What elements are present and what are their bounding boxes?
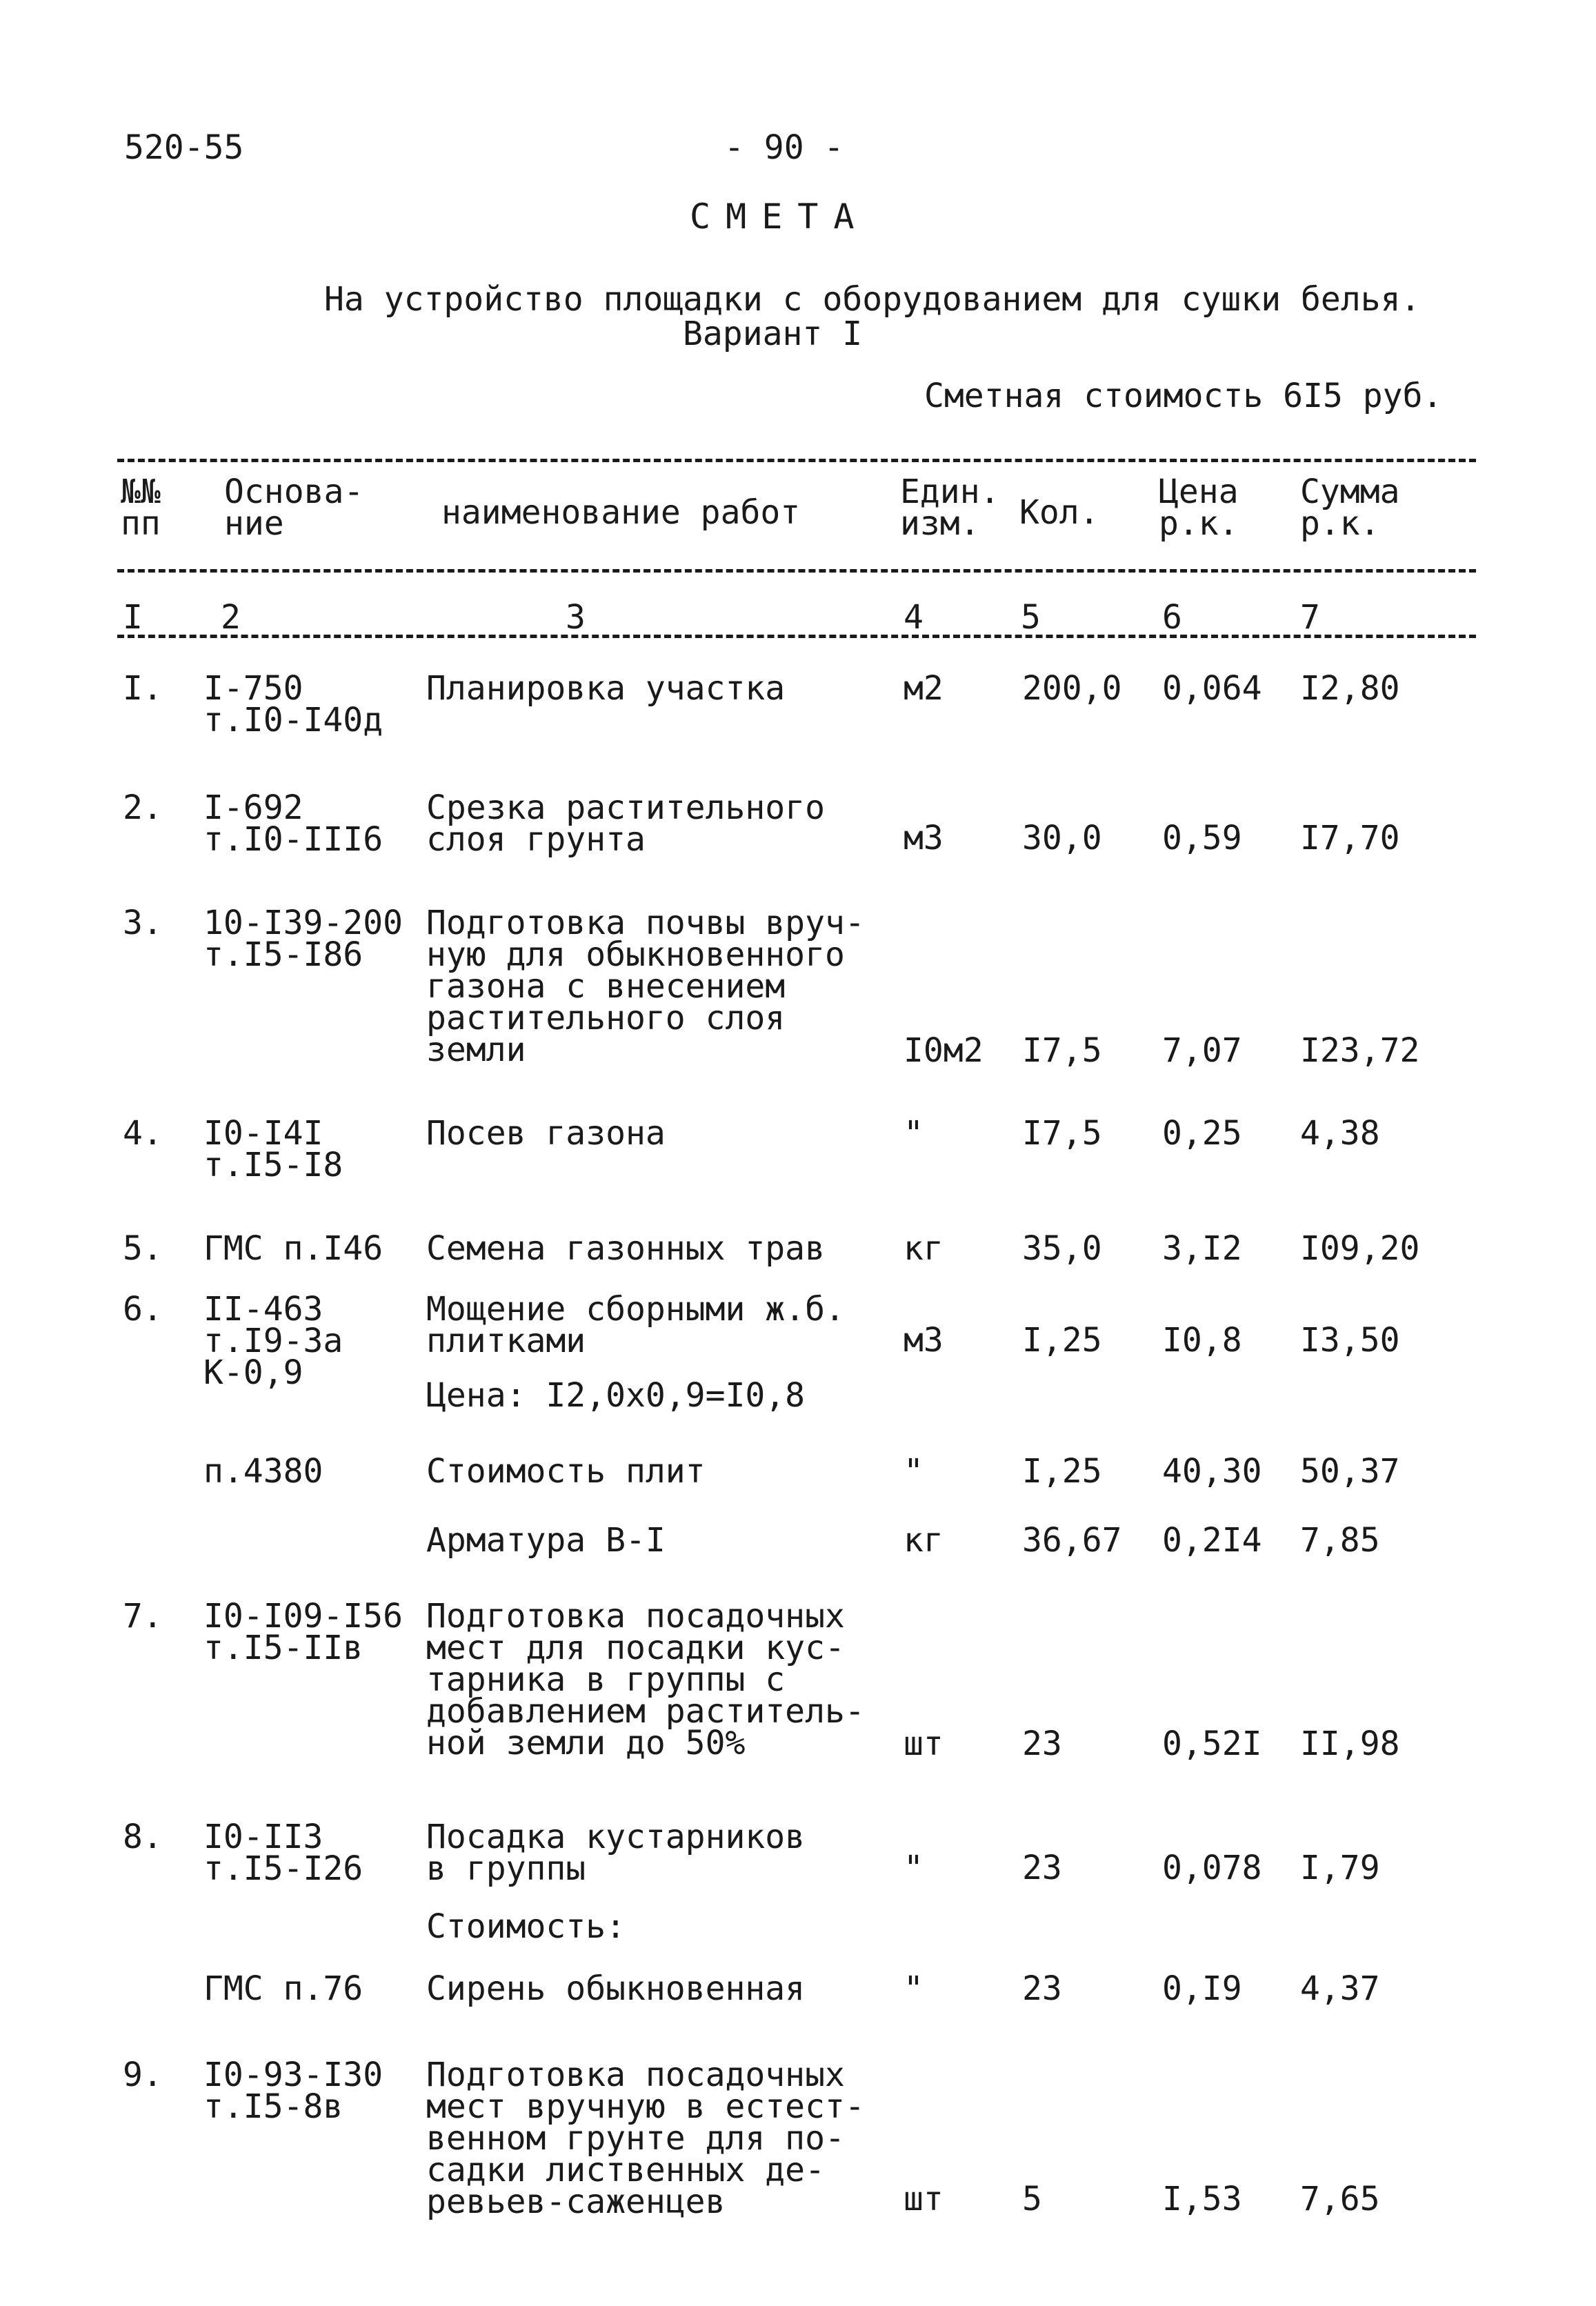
- column-number: 6: [1162, 598, 1182, 637]
- row-num: 4.: [123, 1114, 163, 1153]
- row-price: 0,I9: [1162, 1969, 1242, 2008]
- row-basis: ГМС п.76: [203, 1969, 363, 2008]
- estimated-cost: Сметная стоимость 6I5 руб.: [924, 377, 1443, 415]
- row-basis: ГМС п.I46: [203, 1229, 383, 1268]
- row-basis: I0-I09-I56 т.I5-IIв: [203, 1597, 403, 1667]
- row-num: 9.: [123, 2056, 163, 2094]
- row-unit: шт: [904, 2180, 944, 2218]
- row-unit: м2: [904, 669, 944, 708]
- row-name: Планировка участка: [426, 669, 786, 708]
- row-sum: I09,20: [1300, 1229, 1420, 1268]
- row-price: 0,52I: [1162, 1724, 1262, 1763]
- column-number: 2: [221, 598, 241, 637]
- row-name: Цена: I2,0x0,9=I0,8: [426, 1376, 806, 1415]
- header-basis: Основа- ние: [224, 473, 364, 543]
- row-sum: I,79: [1300, 1849, 1380, 1887]
- row-unit: ": [904, 1114, 924, 1153]
- row-qty: 30,0: [1022, 819, 1102, 857]
- row-qty: I7,5: [1022, 1031, 1102, 1070]
- column-number: I: [123, 598, 143, 637]
- row-num: 3.: [123, 904, 163, 942]
- row-unit: кг: [904, 1229, 944, 1268]
- row-qty: 23: [1022, 1849, 1062, 1887]
- row-qty: I7,5: [1022, 1114, 1102, 1153]
- row-qty: 5: [1022, 2180, 1042, 2218]
- row-name: Посев газона: [426, 1114, 666, 1153]
- row-unit: ": [904, 1849, 924, 1887]
- row-unit: ": [904, 1969, 924, 2008]
- header-qty: Кол.: [1019, 493, 1099, 532]
- row-num: 7.: [123, 1597, 163, 1636]
- page-number: - 90 -: [724, 128, 844, 167]
- row-basis: II-463 т.I9-3а К-0,9: [203, 1290, 343, 1392]
- row-basis: I-750 т.I0-I40д: [203, 669, 383, 739]
- row-sum: I23,72: [1300, 1031, 1420, 1070]
- document-title: СМЕТА: [690, 197, 870, 237]
- document-subtitle: На устройство площадки с оборудованием для сушки белья.: [324, 280, 1421, 319]
- row-sum: I3,50: [1300, 1321, 1400, 1360]
- row-sum: I2,80: [1300, 669, 1400, 708]
- row-num: 5.: [123, 1229, 163, 1268]
- row-name: Подготовка почвы вруч- ную для обыкновенного газона с внесением растительного слоя земли: [426, 904, 865, 1069]
- row-price: 0,59: [1162, 819, 1242, 857]
- row-name: Семена газонных трав: [426, 1229, 825, 1268]
- row-unit: м3: [904, 1321, 944, 1360]
- row-price: 0,078: [1162, 1849, 1262, 1887]
- row-basis: I0-II3 т.I5-I26: [203, 1818, 363, 1888]
- header-sum: Сумма р.к.: [1300, 473, 1400, 543]
- row-basis: п.4380: [203, 1452, 323, 1491]
- row-sum: 4,37: [1300, 1969, 1380, 2008]
- row-name: Посадка кустарников в группы: [426, 1818, 806, 1888]
- header-name: наименование работ: [441, 493, 801, 532]
- row-name: Арматура В-I: [426, 1521, 666, 1560]
- table-top-rule: [117, 459, 1476, 462]
- row-qty: 35,0: [1022, 1229, 1102, 1268]
- column-number: 5: [1021, 598, 1041, 637]
- header-unit: Един. изм.: [900, 473, 1000, 543]
- row-sum: 4,38: [1300, 1114, 1380, 1153]
- row-unit: ": [904, 1452, 924, 1491]
- row-name: Стоимость:: [426, 1907, 626, 1946]
- row-sum: II,98: [1300, 1724, 1400, 1763]
- row-basis: 10-I39-200 т.I5-I86: [203, 904, 403, 974]
- document-code: 520-55: [124, 128, 244, 167]
- column-numbers-rule: [117, 635, 1476, 638]
- row-price: 0,064: [1162, 669, 1262, 708]
- row-name: Сирень обыкновенная: [426, 1969, 806, 2008]
- row-num: 8.: [123, 1818, 163, 1856]
- header-bottom-rule: [117, 569, 1476, 573]
- row-price: I,53: [1162, 2180, 1242, 2218]
- column-number: 3: [566, 598, 586, 637]
- row-num: 2.: [123, 788, 163, 827]
- row-basis: I-692 т.I0-III6: [203, 788, 383, 859]
- row-basis: I0-I4I т.I5-I8: [203, 1114, 343, 1184]
- header-price: Цена р.к.: [1159, 473, 1239, 543]
- row-unit: шт: [904, 1724, 944, 1763]
- row-unit: кг: [904, 1521, 944, 1560]
- row-qty: I,25: [1022, 1321, 1102, 1360]
- row-unit: м3: [904, 819, 944, 857]
- row-qty: 23: [1022, 1724, 1062, 1763]
- row-qty: I,25: [1022, 1452, 1102, 1491]
- row-name: Стоимость плит: [426, 1452, 706, 1491]
- header-num: №№ пп: [121, 473, 161, 543]
- row-qty: 23: [1022, 1969, 1062, 2008]
- row-sum: I7,70: [1300, 819, 1400, 857]
- row-num: I.: [123, 669, 163, 708]
- row-price: 3,I2: [1162, 1229, 1242, 1268]
- row-name: Подготовка посадочных мест вручную в естест- венном грунте для по- садки лиственных де- ревьев-саженцев: [426, 2056, 865, 2221]
- row-price: 7,07: [1162, 1031, 1242, 1070]
- document-variant: Вариант I: [683, 315, 863, 353]
- row-sum: 50,37: [1300, 1452, 1400, 1491]
- row-qty: 36,67: [1022, 1521, 1122, 1560]
- row-price: 0,25: [1162, 1114, 1242, 1153]
- row-sum: 7,85: [1300, 1521, 1380, 1560]
- row-price: 0,2I4: [1162, 1521, 1262, 1560]
- row-price: I0,8: [1162, 1321, 1242, 1360]
- row-price: 40,30: [1162, 1452, 1262, 1491]
- column-number: 4: [904, 598, 924, 637]
- row-name: Срезка растительного слоя грунта: [426, 788, 825, 859]
- row-basis: I0-93-I30 т.I5-8в: [203, 2056, 383, 2126]
- row-name: Подготовка посадочных мест для посадки кус- тарника в группы с добавлением раститель- ной земли до 50%: [426, 1597, 865, 1762]
- row-unit: I0м2: [904, 1031, 984, 1070]
- column-number: 7: [1300, 598, 1320, 637]
- row-qty: 200,0: [1022, 669, 1122, 708]
- row-name: Мощение сборными ж.б. плитками: [426, 1290, 845, 1360]
- row-sum: 7,65: [1300, 2180, 1380, 2218]
- row-num: 6.: [123, 1290, 163, 1329]
